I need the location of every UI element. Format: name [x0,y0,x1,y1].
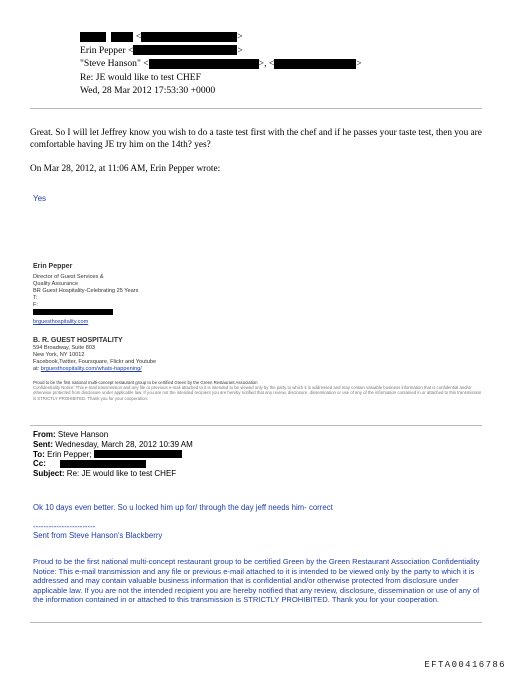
redaction-box [94,450,182,458]
company-address-2: New York, NY 10012 [33,352,85,358]
header-divider [30,108,482,109]
forwarded-disclaimer: Proud to be the first national multi-concept restaurant group to be certified Green by the Green Restaurant Association Confidentiality Notice: This e-mail transmission and any file or previous e-mail attached to it is intended to be viewed only by the party to which it is addressed and may contain valuable business information that is confidential and/or otherwise protected from disclosure under applicable law. If you are not the intended recipient you are hereby notified that any review, disclosure, dissemination or use of any of the information contained in or attached to this transmission is STRICTLY PROHIBITED. Thank you for your cooperation. [33,557,480,605]
signature-name: Erin Pepper [33,263,73,270]
signature-block [33,263,138,326]
redaction-box [60,460,146,468]
fwd-subject-row: Subject: Re: JE would like to test CHEF [33,469,177,479]
company-at-line: at: brguesthospitality.com/whats-happening/ [33,366,142,372]
signature-title-1: Director of Guest Services & [33,274,104,280]
subject-value: Re: JE would like to test CHEF [80,71,201,83]
quote-attribution: On Mar 28, 2012, at 11:06 AM, Erin Pepper wrote: [30,164,221,174]
redaction-box [149,59,259,69]
signature-dashes: ------------------------ [33,522,96,531]
fwd-from-row: From: Steve Hanson [33,430,109,439]
blackberry-signature: Sent from Steve Hanson's Blackberry [33,531,163,540]
company-name: B. R. GUEST HOSPITALITY [33,337,123,344]
date-value: Wed, 28 Mar 2012 17:53:30 +0000 [80,85,216,96]
redaction-box [33,309,113,315]
forwarded-header [33,430,193,479]
signature-redaction-row [33,309,138,316]
cc-value: "Steve Hanson" < >, < > [80,58,362,69]
redaction-box [141,32,237,42]
signature-fax: F: [33,302,38,308]
forwarded-message: Ok 10 days even better. So u locked him up for/ through the day jeff needs him- correct [33,503,333,512]
reply-body: Great. So I will let Jeffrey know you wish to do a taste test first with the chef and if he passes your taste test, then you are comfortable having JE try him on the 14th? yes? [30,128,482,150]
website-link[interactable]: brguesthospitality.com [33,319,89,325]
signature-company: BR Guest Hospitality-Celebrating 25 Years [33,288,139,294]
document-id: EFTA00416786 [424,660,506,670]
whats-happening-link[interactable]: brguesthospitality.com/whats-happening/ [40,366,142,372]
to-value: Erin Pepper < > [80,44,243,56]
from-value: < > [80,30,243,44]
redaction-box [274,59,356,69]
quoted-reply-yes: Yes [33,194,47,203]
redaction-box [133,45,237,55]
fwd-cc-row: Cc: [33,459,193,469]
signature-phone: T: [33,295,38,301]
redaction-box [80,32,106,42]
bottom-divider [30,622,482,623]
company-social: Facebook,Twitter, Foursquare, Flickr and Youtube [33,359,157,365]
small-disclaimer-green: Proud to be the first national multi-concept restaurant group to be certified Green by the Green Restaurant Association [33,380,258,385]
forward-divider [30,425,482,426]
small-disclaimer [33,380,483,401]
company-address-1: 594 Broadway, Suite 803 [33,345,96,351]
small-disclaimer-confidentiality: Confidentiality Notice: This e-mail transmission and any file or previous e-mail attached to it is intended to be viewed only by the party to which it is addressed and may contain valuable business information that is confidential and/or otherwise protected from disclosure under applicable law. If you are not the intended recipient you are hereby notified that any review, disclosure, dissemination or use of any of the information contained in or attached to this transmission is STRICTLY PROHIBITED. Thank you for your cooperation. [33,385,482,401]
fwd-to-row: To: Erin Pepper; [33,450,193,460]
redaction-box [111,32,133,42]
company-block [33,337,156,373]
signature-title-2: Quality Assurance [33,281,79,287]
fwd-sent-row: Sent: Wednesday, March 28, 2012 10:39 AM [33,439,193,449]
